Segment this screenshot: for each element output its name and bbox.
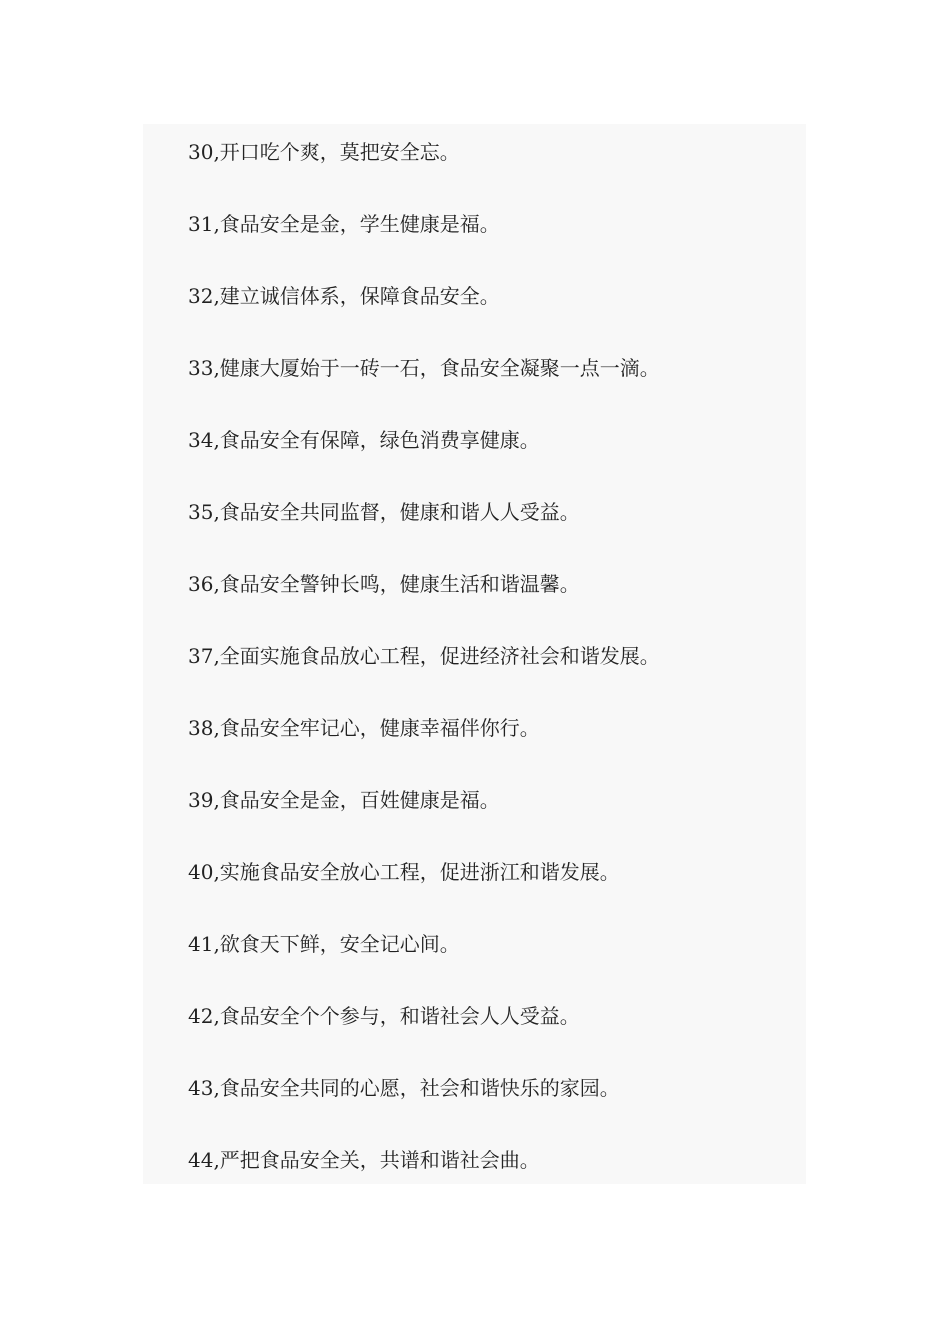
- list-item: 38,食品安全牢记心，健康幸福伴你行。: [188, 716, 540, 740]
- list-item: 40,实施食品安全放心工程，促进浙江和谐发展。: [188, 860, 620, 884]
- list-item: 33,健康大厦始于一砖一石，食品安全凝聚一点一滴。: [188, 356, 660, 380]
- list-item: 36,食品安全警钟长鸣，健康生活和谐温馨。: [188, 572, 580, 596]
- list-item: 44,严把食品安全关，共谱和谐社会曲。: [188, 1148, 540, 1172]
- list-item: 43,食品安全共同的心愿，社会和谐快乐的家园。: [188, 1076, 620, 1100]
- list-item: 39,食品安全是金，百姓健康是福。: [188, 788, 500, 812]
- content-panel: [143, 124, 806, 1184]
- list-item: 34,食品安全有保障，绿色消费享健康。: [188, 428, 540, 452]
- list-item: 41,欲食天下鲜，安全记心间。: [188, 932, 460, 956]
- list-item: 31,食品安全是金，学生健康是福。: [188, 212, 500, 236]
- list-item: 42,食品安全个个参与，和谐社会人人受益。: [188, 1004, 580, 1028]
- list-item: 37,全面实施食品放心工程，促进经济社会和谐发展。: [188, 644, 660, 668]
- list-item: 32,建立诚信体系，保障食品安全。: [188, 284, 500, 308]
- list-item: 35,食品安全共同监督，健康和谐人人受益。: [188, 500, 580, 524]
- list-item: 30,开口吃个爽，莫把安全忘。: [188, 140, 460, 164]
